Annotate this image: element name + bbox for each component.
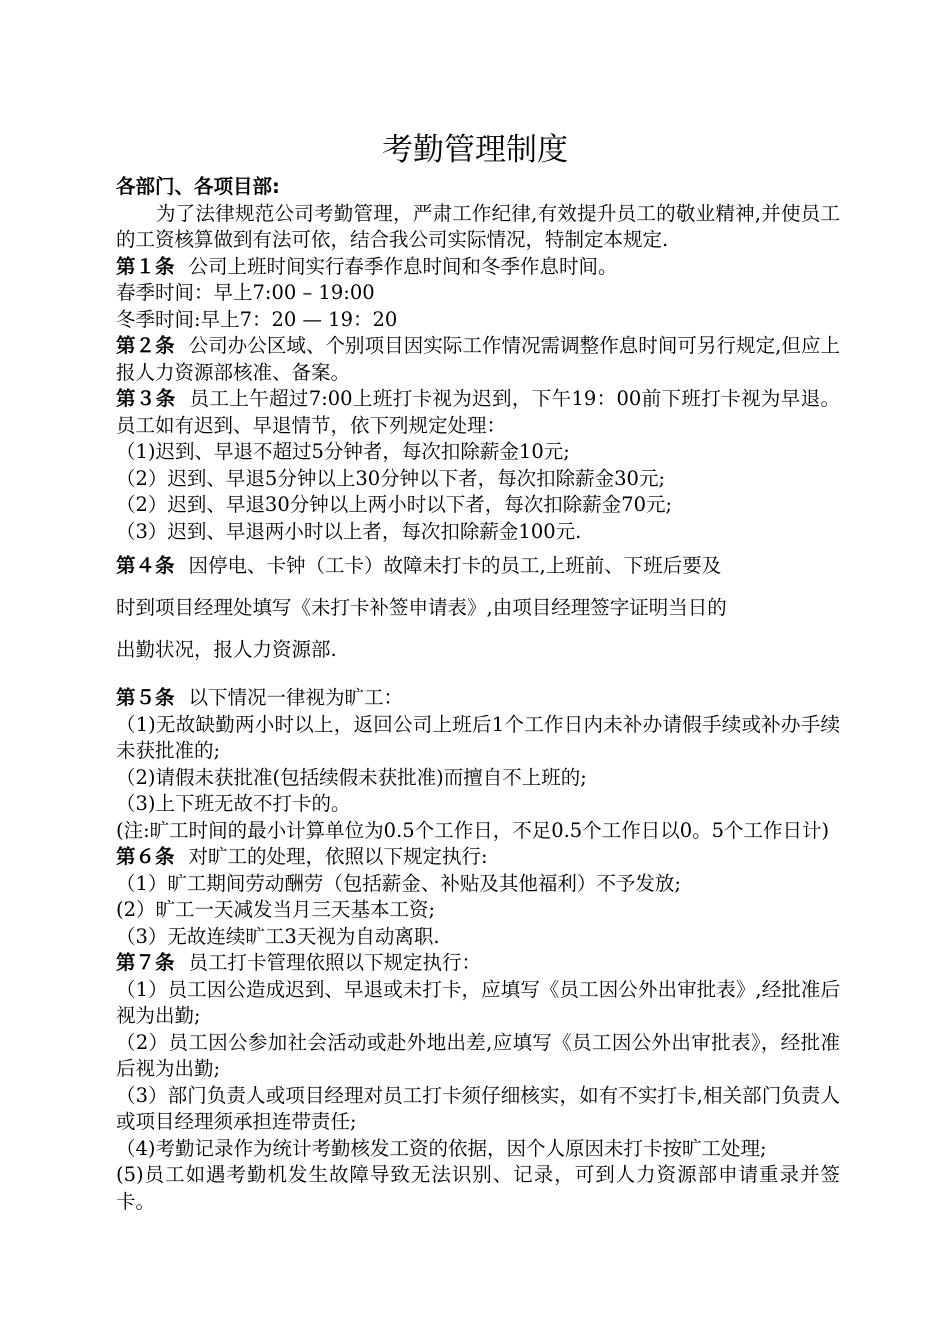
article-3 (116, 386, 840, 439)
list-item: （1）员工因公造成迟到、早退或未打卡，应填写《员工因公外出审批表》,经批准后视为出勤; (116, 977, 840, 1027)
list-item: （2）员工因公参加社会活动或赴外地出差,应填写《员工因公外出审批表》，经批准后视为出勤; (116, 1030, 840, 1080)
list-item: （1）旷工期间劳动酬劳（包括薪金、补贴及其他福利）不予发放; (116, 871, 681, 895)
list-item: （1)无故缺勤两小时以上，返回公司上班后1个工作日内未补办请假手续或补办手续未获批准的; (116, 712, 840, 762)
list-item: （2)请假未获批准(包括续假未获批准)而擅自不上班的; (116, 765, 587, 789)
article-1 (116, 254, 840, 281)
intro-paragraph: 为了法律规范公司考勤管理，严肃工作纪律,有效提升员工的敬业精神,并使员工的工资核算做到有法可依，结合我公司实际情况，特制定本规定. (116, 201, 840, 251)
article-6-label: 第６条 (116, 845, 175, 868)
article-2-label: 第２条 (116, 334, 175, 357)
article-4-text-2: 时到项目经理处填写《未打卡补签申请表》,由项目经理签字证明当日的 (116, 596, 727, 619)
article-5-text: 以下情况一律视为旷工： (188, 686, 404, 709)
article-5-label: 第５条 (116, 686, 175, 709)
article-1-text: 公司上班时间实行春季作息时间和冬季作息时间。 (188, 254, 618, 278)
list-item: （1)迟到、早退不超过5分钟者，每次扣除薪金10元; (116, 440, 570, 463)
article-4-text-1: 因停电、卡钟（工卡）故障未打卡的员工,上班前、下班后要及 (188, 554, 722, 577)
spring-schedule: 春季时间：早上7:00 – 19:00 (116, 281, 375, 304)
article-2 (116, 333, 840, 386)
list-item: （3）迟到、早退两小时以上者，每次扣除薪金100元. (116, 519, 582, 543)
article-4-label: 第４条 (116, 554, 175, 577)
document-title: 考勤管理制度 (382, 132, 568, 168)
salutation: 各部门、各项目部: (116, 175, 280, 198)
list-item: （3）部门负责人或项目经理对员工打卡须仔细核实，如有不实打卡,相关部门负责人或项目经理须承担连带责任; (116, 1083, 840, 1133)
article-3-label: 第３条 (116, 387, 176, 410)
list-item: (2）旷工一天减发当月三天基本工资; (116, 898, 436, 921)
winter-schedule: 冬季时间:早上7：20 — 19：20 (116, 307, 398, 331)
article-7-label: 第７条 (116, 951, 175, 974)
document-body (116, 174, 840, 1215)
list-item: （3）无故连续旷工3天视为自动离职. (116, 924, 440, 948)
article-4 (116, 545, 840, 587)
article-3-text: 员工上午超过7:00上班打卡视为迟到，下午19：00前下班打卡视为早退。员工如有迟到、早退情节，依下列规定处理： (116, 387, 840, 437)
list-item: （2）迟到、早退30分钟以上两小时以下者，每次扣除薪金70元; (116, 493, 673, 516)
article-7 (116, 950, 840, 977)
article-2-text: 公司办公区域、个别项目因实际工作情况需调整作息时间可另行规定,但应上报人力资源部核准、备案。 (116, 334, 840, 384)
list-item: (5)员工如遇考勤机发生故障导致无法识别、记录，可到人力资源部申请重录并签卡。 (116, 1163, 840, 1213)
article-6-text: 对旷工的处理，依照以下规定执行: (188, 845, 488, 868)
list-item: （3)上下班无故不打卡的。 (116, 792, 351, 815)
list-item: （4)考勤记录作为统计考勤核发工资的依据，因个人原因未打卡按旷工处理; (116, 1136, 767, 1160)
article-4-text-3: 出勤状况，报人力资源部. (116, 638, 337, 661)
list-item: （2）迟到、早退5分钟以上30分钟以下者，每次扣除薪金30元; (116, 466, 666, 490)
article-5 (116, 685, 840, 712)
article-5-note: (注:旷工时间的最小计算单位为0.5个工作日，不足0.5个工作日以0。5个工作日计) (116, 818, 830, 842)
article-1-label: 第１条 (116, 254, 175, 278)
article-7-text: 员工打卡管理依照以下规定执行： (188, 951, 482, 974)
article-6 (116, 844, 840, 871)
